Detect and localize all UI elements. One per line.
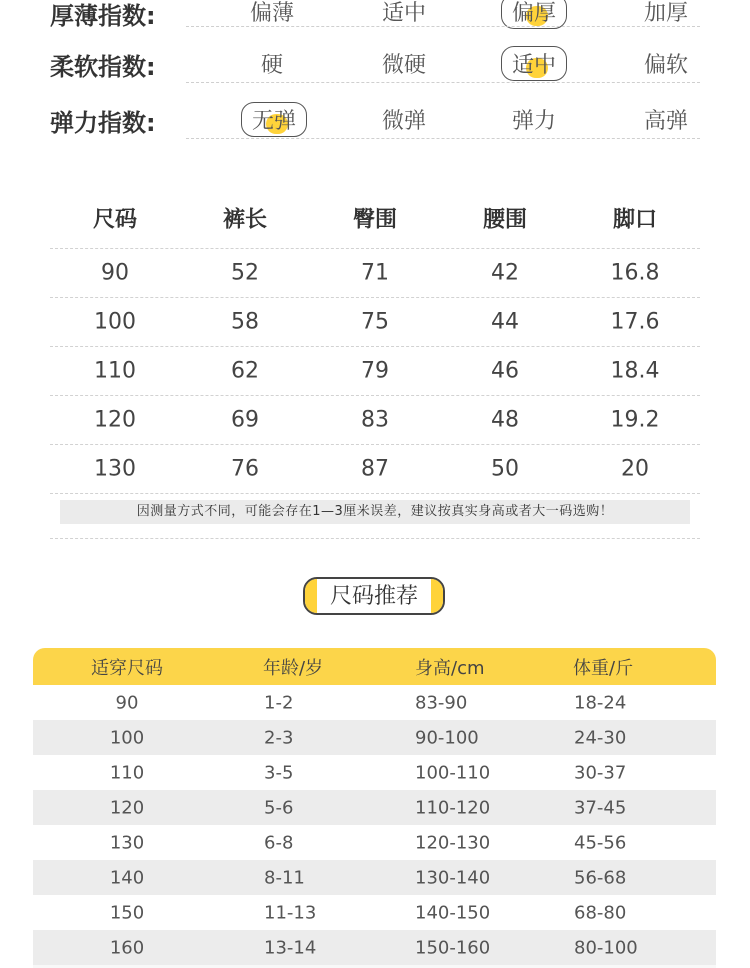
attr-option[interactable]: 加厚 xyxy=(643,1,688,26)
attr-label: 弹力指数: xyxy=(50,109,156,137)
table-cell: 46 xyxy=(491,358,519,384)
attr-option-selected[interactable]: 适中 xyxy=(498,48,570,79)
table-cell: 90 xyxy=(115,692,139,713)
table-row xyxy=(33,895,716,930)
table-cell: 90-100 xyxy=(415,727,479,748)
table-row xyxy=(33,755,716,790)
column-header: 身高/cm xyxy=(415,657,485,679)
attr-option[interactable]: 硬 xyxy=(260,53,283,78)
column-header: 年龄/岁 xyxy=(263,657,324,679)
column-header: 腰围 xyxy=(482,207,527,233)
table-cell: 24-30 xyxy=(574,727,627,748)
table-cell: 6-8 xyxy=(264,832,294,853)
column-header: 尺码 xyxy=(92,207,137,233)
table-cell: 19.2 xyxy=(610,407,660,433)
table-cell: 130 xyxy=(94,456,136,482)
measurement-note: 因测量方式不同，可能会存在1—3厘米误差，建议按真实身高或者大一码选购！ xyxy=(60,500,690,524)
table-cell: 100 xyxy=(109,727,145,748)
table-cell: 58 xyxy=(231,309,259,335)
attr-option-selected[interactable]: 偏厚 xyxy=(498,0,570,27)
attr-row-elasticity xyxy=(50,94,700,148)
attr-options xyxy=(236,40,700,94)
table-cell: 18-24 xyxy=(574,692,627,713)
attr-row-softness xyxy=(50,40,700,94)
attr-row-thickness xyxy=(50,0,700,40)
table-cell: 75 xyxy=(361,309,389,335)
table-cell: 37-45 xyxy=(574,797,627,818)
attr-options xyxy=(236,94,700,148)
table-cell: 17.6 xyxy=(610,309,660,335)
table-cell: 71 xyxy=(361,260,389,286)
divider xyxy=(186,138,700,139)
table-cell: 83 xyxy=(361,407,389,433)
column-header: 脚口 xyxy=(612,207,657,233)
table-cell: 130 xyxy=(109,832,145,853)
table-row xyxy=(50,298,700,347)
table-cell: 83-90 xyxy=(415,692,468,713)
table-cell: 13-14 xyxy=(264,937,317,958)
title-accent-right xyxy=(431,579,443,613)
table-cell: 120-130 xyxy=(415,832,491,853)
size-table-header xyxy=(50,188,700,249)
title-accent-left xyxy=(305,579,317,613)
attr-option[interactable]: 高弹 xyxy=(643,109,688,134)
size-recommendation-table xyxy=(33,648,716,968)
divider xyxy=(186,26,700,27)
table-cell: 110 xyxy=(94,358,136,384)
table-row xyxy=(33,860,716,895)
column-header: 臀围 xyxy=(352,207,397,233)
attr-option-selected[interactable]: 无弹 xyxy=(238,104,310,135)
attr-label: 柔软指数: xyxy=(50,53,156,81)
table-cell: 5-6 xyxy=(264,797,294,818)
table-cell: 56-68 xyxy=(574,867,627,888)
table-cell: 100-110 xyxy=(415,762,491,783)
table-row xyxy=(33,825,716,860)
table-cell: 20 xyxy=(621,456,649,482)
table-cell: 45-56 xyxy=(574,832,627,853)
table-cell: 110-120 xyxy=(415,797,491,818)
table-cell: 48 xyxy=(491,407,519,433)
table-row xyxy=(50,347,700,396)
table-cell: 68-80 xyxy=(574,902,627,923)
table-cell: 2-3 xyxy=(264,727,294,748)
table-row xyxy=(33,790,716,825)
table-cell: 18.4 xyxy=(610,358,660,384)
table-cell: 140 xyxy=(109,867,145,888)
attr-option[interactable]: 微硬 xyxy=(381,53,426,78)
table-cell: 69 xyxy=(231,407,259,433)
table-cell: 3-5 xyxy=(264,762,294,783)
table-cell: 44 xyxy=(491,309,519,335)
table-row xyxy=(33,720,716,755)
attr-option[interactable]: 偏软 xyxy=(643,53,688,78)
table-cell: 50 xyxy=(491,456,519,482)
table-cell: 150 xyxy=(109,902,145,923)
table-cell: 100 xyxy=(94,309,136,335)
table-cell: 160 xyxy=(109,937,145,958)
attr-option[interactable]: 适中 xyxy=(381,1,426,26)
column-header: 体重/斤 xyxy=(573,657,634,679)
table-cell: 150-160 xyxy=(415,937,491,958)
divider xyxy=(50,538,700,539)
table-cell: 80-100 xyxy=(574,937,638,958)
section-title xyxy=(303,577,445,615)
table-row xyxy=(50,445,700,494)
attr-label: 厚薄指数: xyxy=(50,2,156,30)
table-cell: 90 xyxy=(101,260,129,286)
table-cell: 110 xyxy=(109,762,145,783)
rec-table-header xyxy=(33,648,716,685)
table-cell: 11-13 xyxy=(264,902,317,923)
table-row xyxy=(50,396,700,445)
table-cell: 120 xyxy=(109,797,145,818)
column-header: 裤长 xyxy=(222,207,267,233)
table-cell: 79 xyxy=(361,358,389,384)
table-cell: 120 xyxy=(94,407,136,433)
size-table xyxy=(50,188,700,494)
attr-options xyxy=(236,0,700,40)
table-cell: 76 xyxy=(231,456,259,482)
table-cell: 62 xyxy=(231,358,259,384)
table-row xyxy=(50,249,700,298)
table-cell: 30-37 xyxy=(574,762,627,783)
table-cell: 140-150 xyxy=(415,902,491,923)
table-cell: 1-2 xyxy=(264,692,294,713)
attr-option[interactable]: 弹力 xyxy=(511,109,556,134)
attr-option[interactable]: 微弹 xyxy=(381,109,426,134)
column-header: 适穿尺码 xyxy=(91,657,163,679)
table-cell: 42 xyxy=(491,260,519,286)
divider xyxy=(186,82,700,83)
section-title-text: 尺码推荐 xyxy=(329,584,418,609)
attr-option[interactable]: 偏薄 xyxy=(249,1,294,26)
table-cell: 8-11 xyxy=(264,867,305,888)
table-cell: 87 xyxy=(361,456,389,482)
table-cell: 16.8 xyxy=(610,260,660,286)
table-row xyxy=(33,685,716,720)
table-cell: 130-140 xyxy=(415,867,491,888)
table-cell: 52 xyxy=(231,260,259,286)
